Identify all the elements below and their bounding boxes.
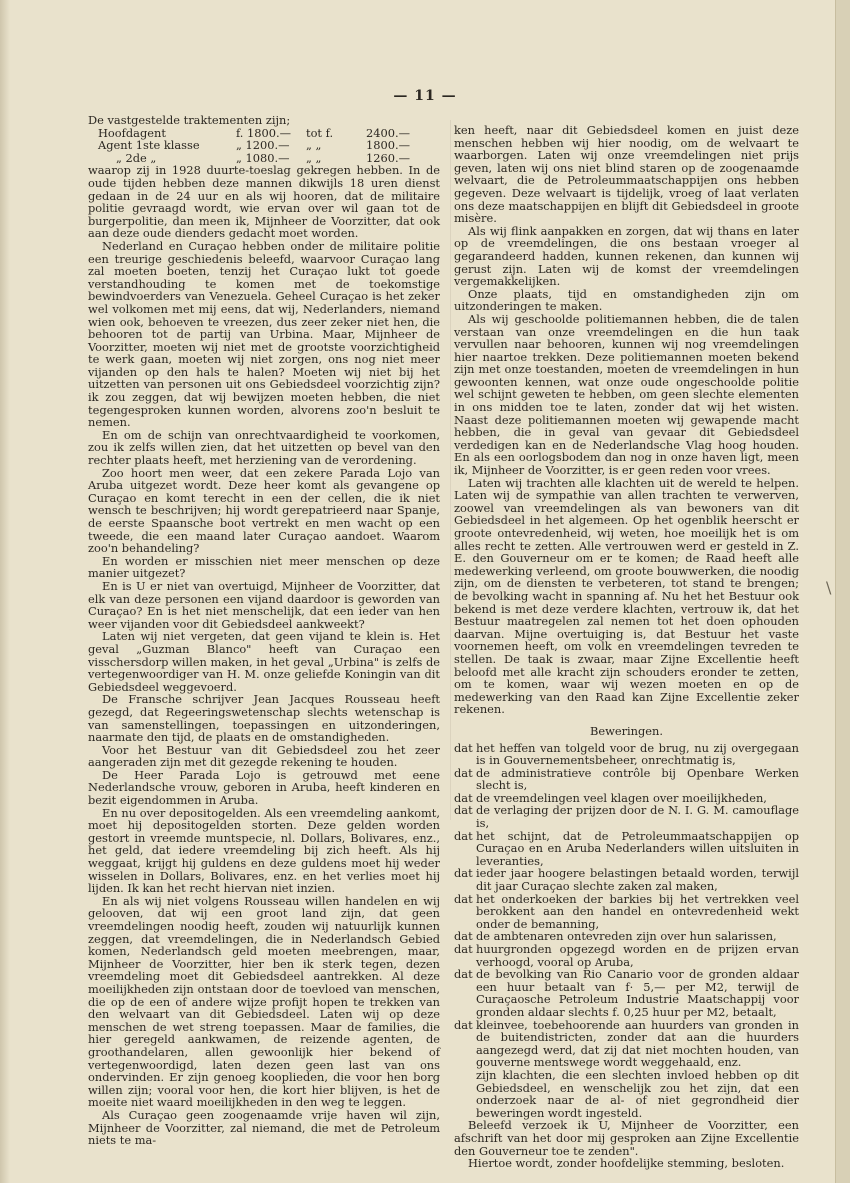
paragraph: En is U er niet van overtuigd, Mijnheer de Voorzitter, dat elk van deze personen een vijand daardoor is geworden van Curaçao? En is het niet menschelijk, dat een ieder van hen weer vijanden voor dit Gebiedsdeel aankweekt?	[88, 578, 440, 631]
paragraph: Nederland en Curaçao hebben onder de militaire politie een treurige geschiedenis beleefd, waarvoor Curaçao lang zal moeten boeten, tenzij het Curaçao lukt tot goede verstandhouding te komen met de toekomstige bewindvoerders van Venezuela. Geheel Curaçao is het zeker wel volkomen met mij eens, dat wij, Nederlanders, niemand wien ook, behoeven te vreezen, dus zeer zeker niet hen, die behooren tot de partij van Urbina. Maar, Mijnheer de Voorzitter, moeten wij niet met de grootste voorzichtigheid te werk gaan, moeten wij niet zorgen, ons nog niet meer vijanden op den hals te halen? Moeten wij niet bij het uitzetten van personen uit ons Gebiedsdeel voorzichtig zijn? ik zou zeggen, dat wij bewijzen moeten hebben, die niet tegengesproken kunnen worden, alvorens zoo'n besluit te nemen.	[88, 238, 440, 430]
claim-item: zijn klachten, die een slechten invloed hebben op dit Gebiedsdeel, en wenschelijk zou het zijn, dat een onderzoek naar de al- of niet gegrondheid dier beweringen wordt ingesteld.	[476, 1067, 799, 1120]
claim-item: dat de bevolking van Rio Canario voor de gronden aldaar een huur betaalt van f· 5,— per M2, terwijl de Curaçaosche Petroleum Industrie Maatschappij voor gronden aldaar slechts f. 0,25 huur per M2, betaalt,	[454, 967, 799, 1019]
salary-row: „ 2de „ „ 1080.— „ „ 1260.—	[116, 150, 410, 165]
paragraph: Laten wij trachten alle klachten uit de wereld te helpen. Laten wij de sympathie van allen trachten te verwerven, zoowel van vreemdelingen als van bewoners van dit Gebiedsdeel in het algemeen. Op het ogenblik heerscht er groote ontevredenheid, wij weten, hoe moeilijk het is om alles recht te zetten. Alle vertrouwen werd er gesteld in Z. E. den Gouverneur om er te komen; de Raad heeft alle medewerking verleend, om groote bouwwerken, die noodig zijn, om de diensten te verbeteren, tot stand te brengen; de bevolking wacht in spanning af. Nu het het Bestuur ook bekend is met deze verdere klachten, vertrouw ik, dat het Bestuur maatregelen zal nemen tot het doen ophouden daarvan. Mijne overtuiging is, dat Bestuur het vaste voornemen heeft, om volk en vreemdelingen tevreden te stellen. De taak is zwaar, maar Zijne Excellentie heeft beloofd met alle kracht zijn schouders eronder te zetten, om te komen, waar wij wezen moeten en op de medewerking van den Raad kan Zijne Excellentie zeker rekenen.	[454, 475, 799, 717]
margin-mark: \	[826, 578, 832, 597]
salary-intro: De vastgestelde traktementen zijn;	[88, 113, 291, 127]
closing-request: Beleefd verzoek ik U, Mijnheer de Voorzitter, een afschrift van het door mij gesproken aan Zijne Excellentie den Gouverneur toe te zenden".	[454, 1118, 799, 1158]
paragraph: De Heer Parada Lojo is getrouwd met eene Nederlandsche vrouw, geboren in Aruba, heeft kinderen en bezit eigendommen in Aruba.	[88, 767, 440, 808]
paragraph: En als wij niet volgens Rousseau willen handelen en wij gelooven, dat wij een groot land zijn, dat geen vreemdelingen noodig heeft, zouden wij natuurlijk kunnen zeggen, dat vreemdelingen, die in Nederlandsch Gebied komen, Nederlandsch geld moeten meebrengen, maar, Mijnheer de Voorzitter, hier ben ik sterk tegen, dezen vreemdeling moet dit Gebiedsdeel aantrekken. Al deze moeilijkheden zijn ontstaan door de toevloed van menschen, die op de een of andere wijze profijt hopen te trekken van den welvaart van dit Gebiedsdeel. Laten wij op deze menschen de wet streng toepassen. Maar de families, die hier geregeld aankwamen, de reizende agenten, de groothandelaren, allen gewoonlijk hier bekend of vertegenwoordigd, laten dezen geen last van ons ondervinden. Er zijn genoeg kooplieden, die voor hen borg willen zijn; vooral voor hen, die kort hier blijven, is het de moeite niet waard moeilijkheden in den weg te leggen.	[88, 893, 440, 1110]
paragraph: Als wij flink aanpakken en zorgen, dat wij thans en later op de vreemdelingen, die ons bestaan vroeger al gegarandeerd hadden, kunnen rekenen, dan kunnen wij gerust zijn. Laten wij de komst der vreemdelingen vergemakkelijken.	[454, 223, 799, 289]
page-left-edge	[0, 0, 10, 1183]
paragraph: Als Curaçao geen zoogenaamde vrije haven wil zijn, Mijnheer de Voorzitter, zal niemand, die met de Petroleum niets te ma-	[88, 1107, 440, 1148]
claim-item: dat de vreemdelingen veel klagen over moeilijkheden,	[454, 790, 767, 805]
claim-item: dat kleinvee, toebehoorende aan huurders van gronden in de buitendistricten, zonder dat aan die huurders aangezegd werd, dat zij dat niet mochten houden, van gouverne mentswege wordt weggehaald, enz.	[454, 1017, 799, 1070]
column-gutter	[450, 120, 451, 820]
paragraph: Laten wij niet vergeten, dat geen vijand te klein is. Het geval „Guzman Blanco" heeft van Curaçao een visschersdorp willen maken, in het geval „Urbina" is zelfs de vertegenwoordiger van H. M. onze geliefde Koningin van dit Gebiedsdeel weggevoerd.	[88, 629, 440, 694]
paragraph: Onze plaats, tijd en omstandigheden zijn om uitzonderingen te maken.	[454, 286, 799, 314]
paragraph: Als wij geschoolde politiemannen hebben, die de talen verstaan van onze vreemdelingen en die hun taak vervullen naar behooren, kunnen wij nog vreemdelingen hier naartoe trekken. Deze politiemannen moeten bekend zijn met onze toestanden, moeten de vreemdelingen in hun gewoonten kennen, wat onze oude ongeschoolde politie wel schijnt geweten te hebben, om geen slechte elementen in ons midden toe te laten, zonder dat wij het wisten. Naast deze politiemannen moeten wij gewapende macht hebben, die in geval van gevaar dit Gebiedsdeel verdedigen kan en de Nederlandsche Vlag hoog houden. En als een oorlogsbodem dan nog in onze haven ligt, meen ik, Mijnheer de Voorzitter, is er geen reden voor vrees.	[454, 311, 799, 478]
page-right-edge	[835, 0, 850, 1183]
salary-table	[88, 127, 440, 165]
paragraph: De Fransche schrijver Jean Jacques Rousseau heeft gezegd, dat Regeeringswetenschap slechts wetenschap is van samenstellingen, toepassingen en uitzonderingen, naarmate den tijd, de plaats en de omstandigheden.	[88, 692, 440, 745]
claim-item: dat de administratieve contrôle bij Openbare Werken slecht is,	[454, 765, 799, 793]
paragraph: waarop zij in 1928 duurte-toeslag gekregen hebben. In de oude tijden hebben deze mannen dikwijls 18 uren dienst gedaan in de 24 uur en als wij hooren, dat de militaire politie gevraagd wordt, wie ervan over wil gaan tot de burgerpolitie, dan meen ik, Mijnheer de Voorzitter, dat ook aan deze oude dienders gedacht moet worden.	[88, 163, 440, 241]
paragraph: En om de schijn van onrechtvaardigheid te voorkomen, zou ik zelfs willen zien, dat het uitzetten op bevel van den rechter plaats heeft, met herziening van de verordening.	[88, 427, 440, 468]
paragraph: En worden er misschien niet meer menschen op deze manier uitgezet?	[88, 553, 440, 581]
left-column	[88, 114, 440, 1147]
paragraph: En nu over depositogelden. Als een vreemdeling aankomt, moet hij depositogelden storten. Deze gelden worden gestort in vreemde muntspecie, nl. Dollars, Bolivares, enz., het geld, dat iedere vreemdeling bij zich heeft. Als hij weggaat, krijgt hij guldens en deze guldens moet hij weder wisselen in Dollars, Bolivares, enz. en het verlies moet hij lijden. Ik kan het recht hiervan niet inzien.	[88, 805, 440, 896]
claim-item: dat het schijnt, dat de Petroleummaatschappijen op Curaçao en en Aruba Nederlanders willen uitsluiten in leveranties,	[454, 828, 799, 868]
claim-item: dat het onderkoeken der barkies bij het vertrekken veel berokkent aan den handel en ontevredenheid wekt onder de bemanning,	[454, 891, 799, 931]
section-heading: Beweringen.	[589, 723, 664, 738]
claim-item: dat de verlaging der prijzen door de N. I. G. M. camouflage is,	[454, 803, 799, 831]
claim-item: dat de ambtenaren ontevreden zijn over hun salarissen,	[454, 929, 777, 944]
paragraph: ken heeft, naar dit Gebiedsdeel komen en juist deze menschen hebben wij hier noodig, om de welvaart te waarborgen. Laten wij onze vreemdelingen niet prijs geven, laten wij ons niet blind staren op de zoogenaamde welvaart, die de Petroleummaatschappijen ons hebben gegeven. Deze welvaart is tijdelijk, vroeg of laat verlaten ons deze maatschappijen en blijft dit Gebiedsdeel in groote misère.	[454, 123, 799, 226]
salary-row: Hoofdagent f. 1800.— tot f. 2400.—	[98, 125, 410, 140]
page-number: — 11 —	[393, 88, 457, 104]
right-column	[454, 124, 799, 1170]
claim-item: dat huurgronden opgezegd worden en de prijzen ervan verhoogd, vooral op Aruba,	[454, 942, 799, 969]
paragraph: Voor het Bestuur van dit Gebiedsdeel zou het zeer aangeraden zijn met dit gezegde rekening te houden.	[88, 742, 440, 770]
paragraph: Zoo hoort men weer, dat een zekere Parada Lojo van Aruba uitgezet wordt. Deze heer komt als gevangene op Curaçao en komt terecht in een der cellen, die ik niet wensch te beschrijven; hij wordt gerepatrieerd naar Spanje, de eerste Spaansche boot vertrekt en men wacht op een tweede, die een maand later Curaçao aandoet. Waarom zoo'n behandeling?	[88, 465, 440, 556]
claim-item: dat het heffen van tolgeld voor de brug, nu zij overgegaan is in Gouvernementsbeheer, onrechtmatig is,	[454, 740, 799, 768]
salary-row: Agent 1ste klasse „ 1200.— „ „ 1800.—	[98, 138, 410, 153]
claim-item: dat ieder jaar hoogere belastingen betaald worden, terwijl dit jaar Curaçao slechte zaken zal maken,	[454, 866, 799, 894]
final-decision: Hiertoe wordt, zonder hoofdelijke stemming, besloten.	[468, 1156, 785, 1171]
